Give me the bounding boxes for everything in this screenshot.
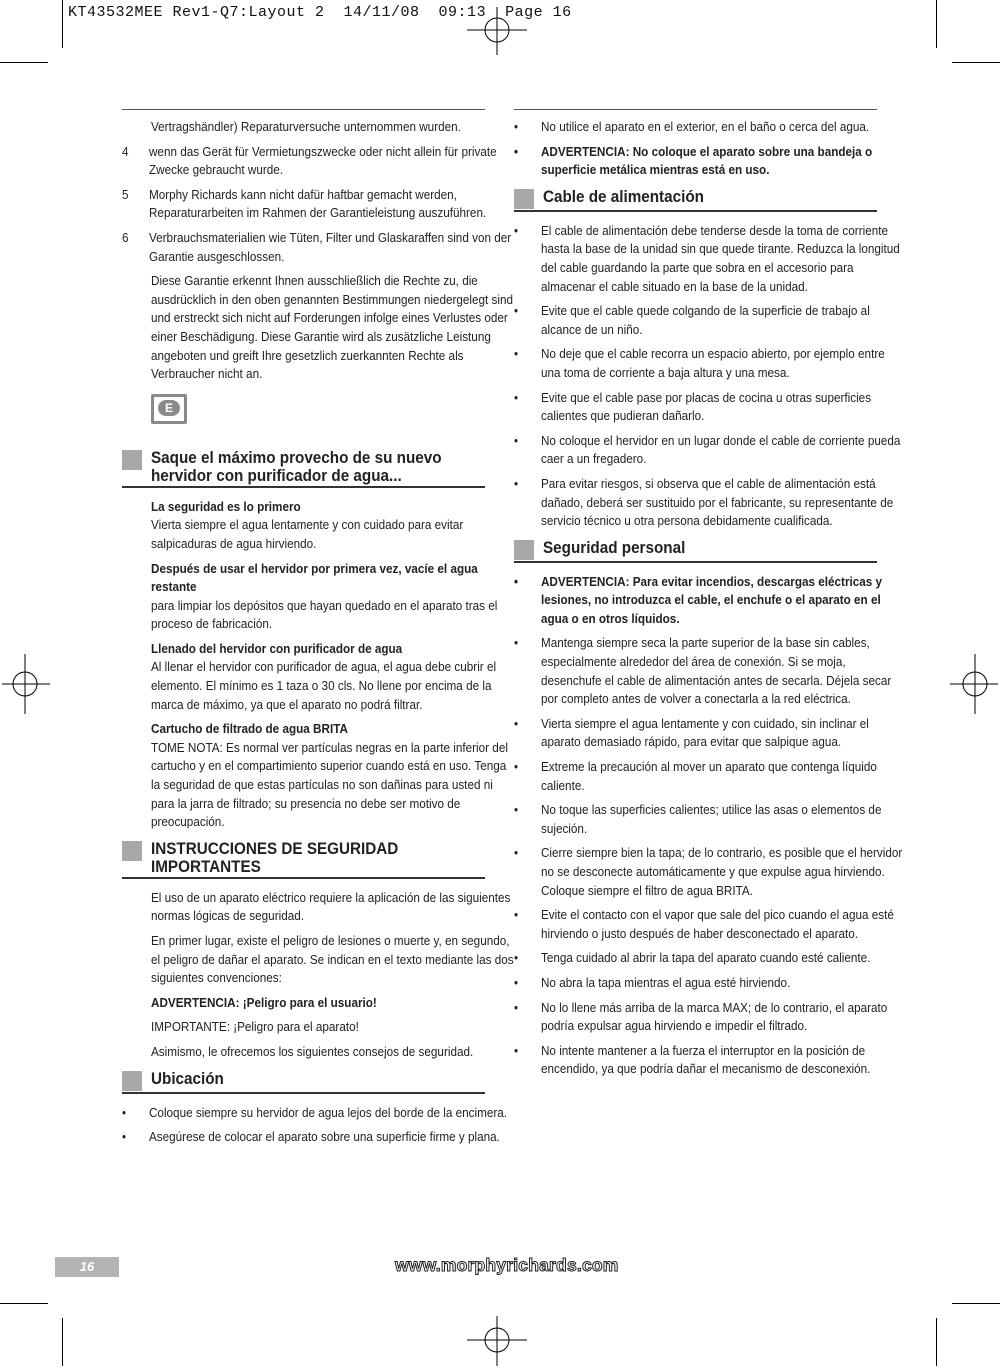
crop-mark xyxy=(62,0,63,48)
bullet-icon: • xyxy=(122,1130,127,1145)
crop-mark xyxy=(62,1318,63,1366)
bullet-icon: • xyxy=(514,803,519,818)
top-rule-right xyxy=(514,109,877,110)
bullet-text: Para evitar riesgos, si observa que el cable de alimentación está dañado, deberá ser sustituido por el fabricante, su representante de servicio técnico u otra persona debidamente cualificada. xyxy=(540,476,894,529)
bullet-item xyxy=(514,844,906,900)
bullet-item xyxy=(514,1042,906,1079)
section-header-power-cable xyxy=(514,188,877,212)
bullet-text: El cable de alimentación debe tenderse desde la toma de corriente hasta la base de la unidad sin que quede tirante. Reduzca la longitud del cable guardando la parte que sobra en el accesorio para almacenar el cable situado en la base de la unidad. xyxy=(540,223,900,294)
bullet-item xyxy=(514,475,906,531)
section-marker-icon xyxy=(122,450,142,470)
body-text: TOME NOTA: Es normal ver partículas negras en la parte inferior del cartucho y en el compartimiento superior cuando está en uso. Tenga la seguridad de que estas partículas no son dañinas para usted ni para la jarra de filtrado; su presencia no debe ser motivo de preocupación. xyxy=(151,740,508,830)
intro-block-3 xyxy=(122,640,497,714)
bullet-icon: • xyxy=(514,908,519,923)
right-column xyxy=(514,118,903,1085)
bullet-icon: • xyxy=(514,975,519,990)
bullet-icon: • xyxy=(514,760,519,775)
section-title: INSTRUCCIONES DE SEGURIDAD IMPORTANTES xyxy=(151,839,399,876)
intro-block-1 xyxy=(122,498,485,554)
bullet-text: Coloque siempre su hervidor de agua lejos del borde de la encimera. xyxy=(148,1105,508,1120)
section-marker-icon xyxy=(122,841,142,861)
page-number: 16 xyxy=(55,1257,119,1277)
bullet-icon: • xyxy=(514,223,519,238)
crop-mark xyxy=(0,1303,48,1304)
section-title: Cable de alimentación xyxy=(543,187,704,206)
bullet-item xyxy=(514,118,906,137)
top-rule-left xyxy=(122,109,485,110)
bullet-icon: • xyxy=(514,433,519,448)
section-header-intro xyxy=(122,449,485,488)
registration-mark-left xyxy=(0,654,60,714)
bullet-text: No lo llene más arriba de la marca MAX; de lo contrario, el aparato podría expulsar agua hirviendo e impedir el filtrado. xyxy=(540,1000,888,1034)
bullet-item xyxy=(514,345,906,382)
language-badge xyxy=(151,394,187,424)
bullet-item xyxy=(514,432,906,469)
bullet-item xyxy=(514,302,906,339)
section-header-location xyxy=(122,1070,485,1094)
bullet-text: No intente mantener a la fuerza el interruptor en la posición de encendido, ya que podría dañar el mecanismo de desconexión. xyxy=(540,1043,871,1077)
bullet-icon: • xyxy=(514,1000,519,1015)
section-header-safety xyxy=(122,840,485,879)
item-number: 5 xyxy=(122,187,129,202)
bullet-item-warning xyxy=(514,573,906,629)
crop-mark xyxy=(952,1303,1000,1304)
bullet-text: ADVERTENCIA: Para evitar incendios, descargas eléctricas y lesiones, no introduzca el cable, el enchufe o el aparato en el agua o en otros líquidos. xyxy=(540,574,883,626)
crop-mark xyxy=(936,0,937,48)
left-column xyxy=(122,118,514,1153)
bullet-text: Evite que el cable quede colgando de la superficie de trabajo al alcance de un niño. xyxy=(540,304,870,337)
bullet-icon: • xyxy=(514,636,519,651)
important-convention: IMPORTANTE: ¡Peligro para el aparato! xyxy=(151,1020,359,1035)
section-header-personal-safety xyxy=(514,539,877,563)
language-badge-label: E xyxy=(158,400,180,416)
bullet-item xyxy=(514,801,906,838)
bullet-item xyxy=(514,634,906,708)
bullet-item xyxy=(514,906,906,943)
bullet-icon: • xyxy=(514,304,519,319)
bullet-item xyxy=(514,389,906,426)
bullet-text: Evite que el cable pase por placas de cocina u otras superficies calientes que pudieran dañarlo. xyxy=(540,390,872,424)
subheading: La seguridad es lo primero xyxy=(151,499,301,514)
bullet-item xyxy=(514,949,906,968)
bullet-icon: • xyxy=(514,846,519,861)
bullet-icon: • xyxy=(514,1043,519,1058)
bullet-item xyxy=(514,758,906,795)
section-title: Ubicación xyxy=(151,1069,224,1088)
bullet-text: ADVERTENCIA: No coloque el aparato sobre una bandeja o superficie metálica mientras está en uso. xyxy=(540,144,873,178)
bullet-text: No abra la tapa mientras el agua esté hirviendo. xyxy=(540,975,791,990)
website-link[interactable]: www.morphyrichards.com xyxy=(395,1255,619,1275)
bullet-text: Extreme la precaución al mover un aparato que contenga líquido caliente. xyxy=(540,760,877,793)
section-marker-icon xyxy=(122,1071,142,1091)
registration-mark-right xyxy=(940,654,1000,714)
bullet-item-warning xyxy=(514,143,906,180)
bullet-icon: • xyxy=(514,390,519,405)
bullet-icon: • xyxy=(514,951,519,966)
bullet-text: Evite el contacto con el vapor que sale del pico cuando el agua esté hirviendo o justo después de haber desconectado el aparato. xyxy=(540,908,894,941)
bullet-text: Cierre siempre bien la tapa; de lo contrario, es posible que el hervidor no se desconecte automáticamente y que expulse agua hirviendo. Coloque siempre el filtro de agua BRITA. xyxy=(540,846,903,898)
safety-paragraph-2: En primer lugar, existe el peligro de lesiones o muerte y, en segundo, el peligro de dañar el aparato. Se indican en el texto mediante las dos siguientes convenciones: xyxy=(151,934,514,986)
guarantee-paragraph: Diese Garantie erkennt Ihnen ausschließlich die Rechte zu, die ausdrücklich in den oben genannten Bestimmungen niedergelegt sind und erstreckt sich nicht auf Forderungen infolge eines Verlustes oder einer Beschädigung. Diese Garantie wird als zusätzliche Leistung angeboten und greift Ihre gesetzlich zuerkannten Rechte als Verbraucher nicht an. xyxy=(151,274,514,382)
section-marker-icon xyxy=(514,189,534,209)
section-marker-icon xyxy=(514,540,534,560)
bullet-item xyxy=(514,974,906,993)
bullet-text: No coloque el hervidor en un lugar donde el cable de corriente pueda caer a un fregadero. xyxy=(540,433,901,467)
bullet-icon: • xyxy=(514,144,519,159)
bullet-text: No deje que el cable recorra un espacio abierto, por ejemplo entre una toma de corriente a baja altura y una mesa. xyxy=(540,347,885,380)
item-text: Morphy Richards kann nicht dafür haftbar gemacht werden, Reparaturarbeiten im Rahmen der Garantieleistung auszuführen. xyxy=(148,187,487,221)
crop-mark xyxy=(0,62,48,63)
numbered-item-6 xyxy=(122,229,514,266)
bullet-icon: • xyxy=(514,120,519,134)
bullet-icon: • xyxy=(514,574,519,589)
bullet-icon: • xyxy=(514,716,519,731)
item-text: wenn das Gerät für Vermietungszwecke oder nicht allein für private Zwecke gebraucht wurde. xyxy=(148,144,497,178)
safety-paragraph-5: Asimismo, le ofrecemos los siguientes consejos de seguridad. xyxy=(151,1044,474,1059)
bullet-item xyxy=(122,1104,514,1123)
bullet-text: Asegúrese de colocar el aparato sobre una superficie firme y plana. xyxy=(148,1130,500,1145)
crop-mark xyxy=(952,62,1000,63)
intro-block-2 xyxy=(122,560,498,634)
intro-block-4 xyxy=(122,720,508,832)
print-slug: KT43532MEE Rev1-Q7:Layout 2 14/11/08 09:13 Page 16 xyxy=(68,4,572,21)
bullet-item xyxy=(514,222,906,296)
bullet-item xyxy=(122,1128,514,1147)
item-number: 4 xyxy=(122,144,129,159)
bullet-item xyxy=(514,999,906,1036)
bullet-icon: • xyxy=(122,1105,127,1120)
subheading: Llenado del hervidor con purificador de agua xyxy=(151,641,403,656)
bullet-text: Tenga cuidado al abrir la tapa del aparato cuando esté caliente. xyxy=(540,951,871,966)
subheading: Después de usar el hervidor por primera vez, vacíe el agua restante xyxy=(151,561,478,595)
body-text: para limpiar los depósitos que hayan quedado en el aparato tras el proceso de fabricación. xyxy=(151,598,498,632)
warning-convention: ADVERTENCIA: ¡Peligro para el usuario! xyxy=(151,995,377,1010)
crop-mark xyxy=(936,1318,937,1366)
section-title: Seguridad personal xyxy=(543,538,686,557)
bullet-icon: • xyxy=(514,347,519,362)
bullet-text: Mantenga siempre seca la parte superior de la base sin cables, especialmente alrededor del área de conexión. Si se moja, desenchufe el cable de alimentación antes de secarla. Déjela secar por completo antes de volver a conectarla a la red eléctrica. xyxy=(540,636,892,707)
item-text: Verbrauchsmaterialien wie Tüten, Filter und Glaskaraffen sind von der Garantie ausgeschlossen. xyxy=(148,230,512,264)
bullet-item xyxy=(514,715,906,752)
registration-mark-bottom xyxy=(467,1308,527,1368)
bullet-text: No toque las superficies calientes; utilice las asas o elementos de sujeción. xyxy=(540,803,882,836)
body-text: Al llenar el hervidor con purificador de agua, el agua debe cubrir el elemento. El mínimo es 1 taza o 30 cls. No llene por encima de la marca de máximo, ya que el aparato no podrá filtrar. xyxy=(151,660,497,712)
item-number: 6 xyxy=(122,230,129,245)
safety-paragraph-1: El uso de un aparato eléctrico requiere la aplicación de las siguientes normas lógicas de seguridad. xyxy=(151,890,511,924)
bullet-text: Vierta siempre el agua lentamente y con cuidado, sin inclinar el aparato demasiado rápido, para evitar que salpique agua. xyxy=(540,716,869,750)
numbered-item-5 xyxy=(122,186,514,223)
continued-line: Vertragshändler) Reparaturversuche unternommen wurden. xyxy=(151,120,461,134)
body-text: Vierta siempre el agua lentamente y con cuidado para evitar salpicaduras de agua hirviendo. xyxy=(151,518,464,551)
subheading: Cartucho de filtrado de agua BRITA xyxy=(151,722,348,737)
numbered-item-4 xyxy=(122,143,514,180)
section-title: Saque el máximo provecho de su nuevo hervidor con purificador de agua... xyxy=(151,448,442,485)
bullet-text: No utilice el aparato en el exterior, en el baño o cerca del agua. xyxy=(540,120,870,134)
bullet-icon: • xyxy=(514,476,519,491)
